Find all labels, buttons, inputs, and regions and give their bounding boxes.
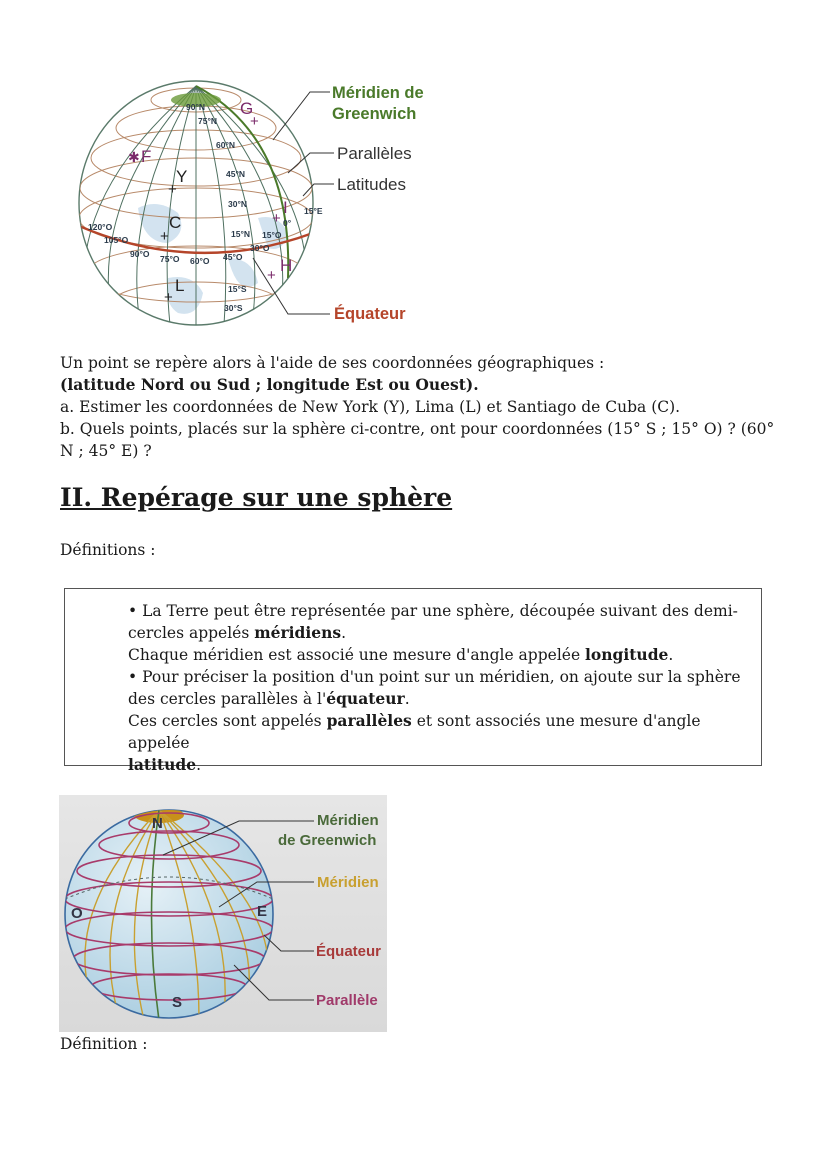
- svg-text:30°S: 30°S: [224, 303, 243, 313]
- svg-text:120°O: 120°O: [88, 222, 113, 232]
- svg-text:G: G: [240, 99, 254, 118]
- svg-text:E: E: [257, 903, 268, 920]
- definitions-label: Définitions :: [60, 541, 156, 559]
- svg-text:90°N: 90°N: [186, 102, 205, 112]
- svg-text:15°O: 15°O: [262, 230, 282, 240]
- globe-diagram: [78, 78, 448, 333]
- svg-text:75°O: 75°O: [160, 254, 180, 264]
- def-line-4: • Pour préciser la position d'un point sur un méridien, on ajoute sur la sphère: [128, 668, 741, 686]
- label-greenwich-2: Greenwich: [332, 105, 417, 123]
- svg-text:I: I: [283, 198, 288, 217]
- label-meridien-greenwich-2: de Greenwich: [278, 832, 377, 849]
- def-line-3: Chaque méridien est associé une mesure d'angle appelée longitude.: [128, 645, 674, 664]
- term-equateur: équateur: [326, 689, 405, 708]
- label-latitudes: Latitudes: [337, 175, 406, 194]
- intro-line-1: Un point se repère alors à l'aide de ses coordonnées géographiques :: [60, 354, 605, 372]
- definition-label: Définition :: [60, 1035, 148, 1053]
- svg-text:60°O: 60°O: [190, 256, 210, 266]
- term-longitude: longitude: [585, 645, 669, 664]
- svg-text:+: +: [160, 228, 169, 245]
- svg-text:L: L: [175, 276, 185, 295]
- intro-paragraph: [60, 352, 780, 462]
- svg-text:H: H: [280, 256, 293, 275]
- svg-text:75°N: 75°N: [198, 116, 217, 126]
- svg-text:+: +: [164, 289, 173, 306]
- svg-text:✱: ✱: [128, 149, 140, 165]
- label-paralleles: Parallèles: [337, 144, 412, 163]
- term-latitude: latitude: [128, 755, 197, 774]
- svg-text:S: S: [172, 994, 183, 1011]
- svg-text:F: F: [141, 147, 152, 166]
- intro-line-2: (latitude Nord ou Sud ; longitude Est ou Ouest).: [60, 375, 479, 394]
- label-equateur-2: Équateur: [316, 943, 382, 960]
- term-paralleles: parallèles: [326, 711, 412, 730]
- svg-text:90°O: 90°O: [130, 249, 150, 259]
- def-line-2: cercles appelés méridiens.: [128, 623, 347, 642]
- svg-text:+: +: [168, 181, 177, 198]
- globe-coordinates-figure: [78, 78, 448, 333]
- term-meridiens: méridiens: [254, 623, 342, 642]
- svg-text:0°: 0°: [283, 218, 292, 228]
- svg-text:30°O: 30°O: [250, 243, 270, 253]
- svg-text:C: C: [169, 213, 182, 232]
- svg-text:105°O: 105°O: [104, 235, 129, 245]
- globe-meridians-figure: [59, 795, 387, 1032]
- label-greenwich: Méridien de: [332, 84, 424, 102]
- svg-text:+: +: [267, 267, 276, 284]
- question-b: b. Quels points, placés sur la sphère ci-contre, ont pour coordonnées (15° S ; 15° O) ? (60°: [60, 420, 775, 438]
- label-equateur: Équateur: [334, 305, 406, 323]
- def-line-6: Ces cercles sont appelés parallèles et sont associés une mesure d'angle appelée: [128, 711, 701, 752]
- question-b-cont: N ; 45° E) ?: [60, 442, 152, 460]
- def-line-1: • La Terre peut être représentée par une sphère, découpée suivant des demi-: [128, 602, 738, 620]
- svg-text:N: N: [152, 815, 163, 832]
- def-line-7: latitude.: [128, 755, 202, 774]
- question-a: a. Estimer les coordonnées de New York (Y), Lima (L) et Santiago de Cuba (C).: [60, 398, 681, 416]
- svg-text:15°N: 15°N: [231, 229, 250, 239]
- svg-text:O: O: [71, 905, 83, 922]
- def-line-5: des cercles parallèles à l'équateur.: [128, 689, 410, 708]
- label-meridien-greenwich: Méridien: [317, 812, 379, 829]
- svg-text:60°N: 60°N: [216, 140, 235, 150]
- section-title: II. Repérage sur une sphère: [60, 483, 453, 512]
- svg-text:Y: Y: [176, 167, 188, 186]
- svg-text:+: +: [272, 210, 281, 227]
- globe-meridians-diagram: [59, 795, 387, 1032]
- svg-text:15°E: 15°E: [304, 206, 323, 216]
- label-meridien: Méridien: [317, 874, 379, 891]
- svg-text:45°O: 45°O: [223, 252, 243, 262]
- svg-text:15°S: 15°S: [228, 284, 247, 294]
- svg-text:30°N: 30°N: [228, 199, 247, 209]
- label-parallele: Parallèle: [316, 992, 378, 1009]
- svg-text:45°N: 45°N: [226, 169, 245, 179]
- definition-box: [64, 588, 762, 774]
- svg-text:+: +: [250, 113, 259, 130]
